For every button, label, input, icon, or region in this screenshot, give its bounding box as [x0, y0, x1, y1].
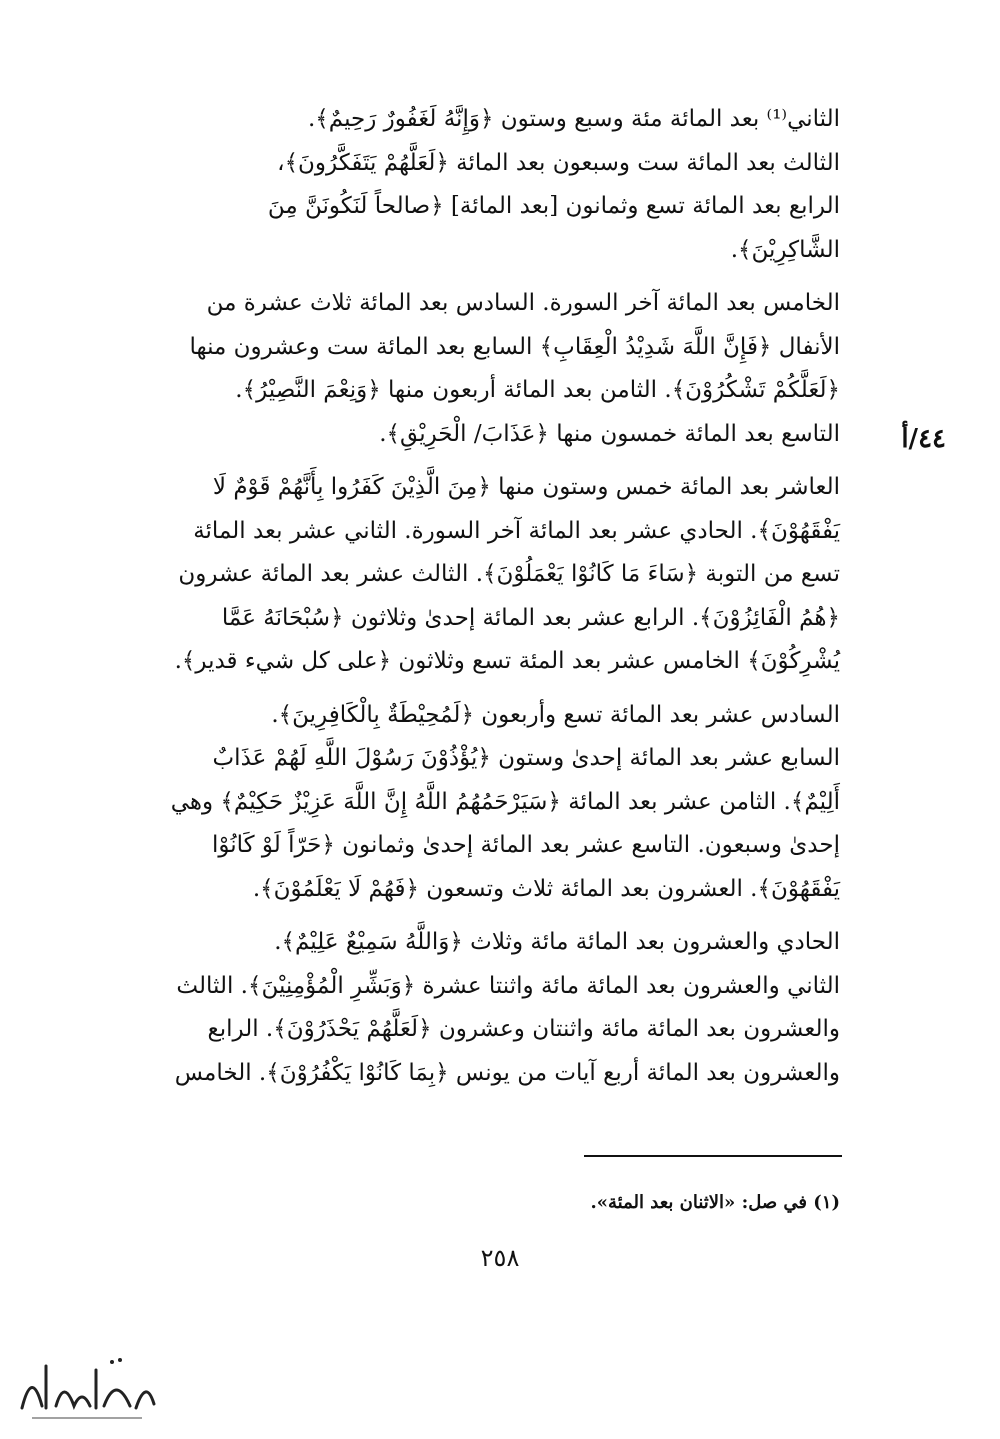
text-line: ﴿لَعَلَّكُمْ تَشْكُرُوْنَ﴾. الثامن بعد المائة أربعون منها ﴿وَنِعْمَ النَّصِيْرُ﴾.	[235, 377, 840, 403]
text-line: الثالث بعد المائة ست وسبعون بعد المائة ﴿لَعَلَّهُمْ يَتَفَكَّرُونَ﴾،	[277, 149, 840, 176]
text-line: الثاني⁽¹⁾ بعد المائة مئة وسبع وستون ﴿وَإِنَّهُ لَغَفُورٌ رَحِيمٌ﴾.	[308, 106, 840, 132]
text-line: العاشر بعد المائة خمس وستون منها ﴿مِنَ الَّذِيْنَ كَفَرُوا بِأَنَّهُمْ قَوْمٌ لَا	[212, 474, 840, 500]
text-line: يُشْرِكُوْنَ﴾ الخامس عشر بعد المئة تسع وثلاثون ﴿على كل شيء قدير﴾.	[174, 648, 840, 674]
text-line: والعشرون بعد المائة مائة واثنتان وعشرون ﴿لَعَلَّهُمْ يَحْذَرُوْنَ﴾. الرابع	[207, 1016, 840, 1042]
paragraph-4	[128, 694, 840, 912]
text-line: والعشرون بعد المائة أربع آيات من يونس ﴿بِمَا كَانُوْا يَكْفُرُوْنَ﴾. الخامس	[174, 1059, 840, 1086]
footnote-divider	[584, 1155, 842, 1157]
text-line: الأنفال ﴿فَإِنَّ اللَّهَ شَدِيْدُ الْعِقَابِ﴾ السابع بعد المائة ست وعشرون منها	[189, 333, 840, 360]
text-line: أَلِيْمٌ﴾. الثامن عشر بعد المائة ﴿سَيَرْحَمُهُمُ اللَّهُ إِنَّ اللَّهَ عَزِيْزٌ حَكِيْمٌ﴾ وهي	[170, 788, 840, 815]
text-line: يَفْقَهُوْنَ﴾. الحادي عشر بعد المائة آخر السورة. الثاني عشر بعد المائة	[193, 517, 840, 544]
text-line: الثاني والعشرون بعد المائة مائة واثنتا عشرة ﴿وَبَشِّرِ الْمُؤْمِنِيْنَ﴾. الثالث	[176, 972, 840, 999]
page-number: ٢٥٨	[480, 1244, 520, 1272]
text-line: تسع من التوبة ﴿سَاءَ مَا كَانُوْا يَعْمَلُوْنَ﴾. الثالث عشر بعد المائة عشرون	[178, 561, 840, 587]
text-line: يَفْقَهُوْنَ﴾. العشرون بعد المائة ثلاث وتسعون ﴿فَهُمْ لَا يَعْلَمُوْنَ﴾.	[252, 875, 840, 902]
paragraph-2	[128, 282, 840, 456]
main-text	[128, 98, 840, 1105]
paragraph-5	[128, 921, 840, 1095]
text-line: التاسع بعد المائة خمسون منها ﴿عَذَابَ/ الْحَرِيْقِ﴾.	[379, 420, 840, 447]
text-line: الحادي والعشرون بعد المائة مائة وثلاث ﴿وَاللَّهُ سَمِيْعٌ عَلِيْمٌ﴾.	[274, 929, 840, 955]
paragraph-1	[128, 98, 840, 272]
text-line: الرابع بعد المائة تسع وثمانون [بعد المائة] ﴿صالحاً لَنَكُونَنَّ مِنَ	[267, 193, 840, 219]
text-line: السابع عشر بعد المائة إحدىٰ وستون ﴿يُؤْذُوْنَ رَسُوْلَ اللَّهِ لَهُمْ عَذَابٌ	[212, 745, 840, 771]
text-line: الخامس بعد المائة آخر السورة. السادس بعد المائة ثلاث عشرة من	[206, 290, 840, 316]
footnote: (١) في صل: «الاثنان بعد المئة».	[590, 1192, 840, 1213]
paragraph-3	[128, 466, 840, 684]
text-line: ﴿هُمُ الْفَائِزُوْنَ﴾. الرابع عشر بعد المائة إحدىٰ وثلاثون ﴿سُبْحَانَهُ عَمَّا	[221, 604, 840, 631]
text-line: السادس عشر بعد المائة تسع وأربعون ﴿لَمُحِيْطَةٌ بِالْكَافِرِينَ﴾.	[271, 701, 840, 728]
margin-folio-note: ٤٤/أ	[901, 424, 946, 454]
text-line: إحدىٰ وسبعون. التاسع عشر بعد المائة إحدىٰ وثمانون ﴿حَرّاً لَوْ كَانُوْا	[211, 832, 840, 858]
library-stamp-logo	[12, 1348, 162, 1428]
text-line: الشَّاكِرِيْنَ﴾.	[730, 236, 840, 263]
